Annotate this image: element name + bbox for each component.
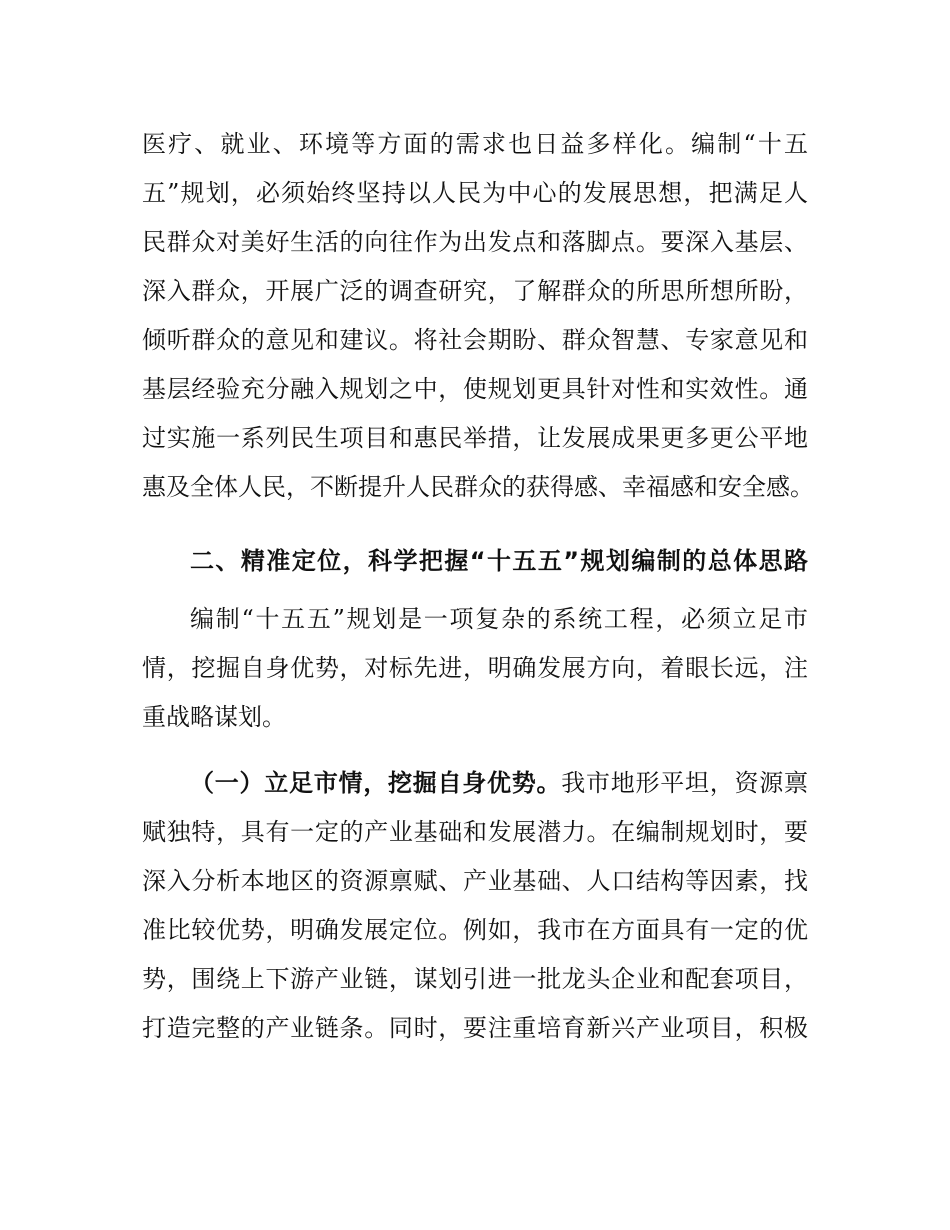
text-line bbox=[142, 759, 808, 808]
text-line: 打造完整的产业链条。同时，要注重培育新兴产业项目，积极 bbox=[142, 1014, 808, 1042]
text-line: 基层经验充分融入规划之中，使规划更具针对性和实效性。通 bbox=[142, 375, 808, 403]
text-line: 医疗、就业、环境等方面的需求也日益多样化。编制“十五 bbox=[142, 130, 808, 158]
text-line: 情，挖掘自身优势，对标先进，明确发展方向，着眼长远，注 bbox=[142, 654, 808, 682]
text-line: 惠及全体人民，不断提升人民群众的获得感、幸福感和安全感。 bbox=[142, 473, 814, 501]
text-line: 深入分析本地区的资源禀赋、产业基础、人口结构等因素，找 bbox=[142, 867, 808, 895]
document-page bbox=[142, 120, 814, 1053]
text-line: 重战略谋划。 bbox=[142, 703, 286, 731]
text-line: 过实施一系列民生项目和惠民举措，让发展成果更多更公平地 bbox=[142, 424, 808, 452]
subheading-lead: （一）立足市情，挖掘自身优势。 bbox=[190, 769, 562, 797]
paragraph-1 bbox=[142, 120, 814, 512]
text-line: 五”规划，必须始终坚持以人民为中心的发展思想，把满足人 bbox=[142, 179, 808, 207]
text-line: 势，围绕上下游产业链，谋划引进一批龙头企业和配套项目， bbox=[142, 965, 808, 993]
text-line: 民群众对美好生活的向往作为出发点和落脚点。要深入基层、 bbox=[142, 228, 808, 256]
text-line: 赋独特，具有一定的产业基础和发展潜力。在编制规划时，要 bbox=[142, 818, 808, 846]
text-line: 倾听群众的意见和建议。将社会期盼、群众智慧、专家意见和 bbox=[142, 326, 808, 354]
text-line: 准比较优势，明确发展定位。例如，我市在方面具有一定的优 bbox=[142, 916, 808, 944]
paragraph-3 bbox=[142, 759, 808, 1053]
paragraph-2 bbox=[142, 595, 808, 742]
text-line: 编制“十五五”规划是一项复杂的系统工程，必须立足市 bbox=[190, 605, 808, 633]
section-heading: 二、精准定位，科学把握“十五五”规划编制的总体思路 bbox=[190, 547, 808, 575]
text-line: 深入群众，开展广泛的调查研究，了解群众的所思所想所盼， bbox=[142, 277, 808, 305]
text-run: 我市地形平坦，资源禀 bbox=[561, 769, 808, 797]
